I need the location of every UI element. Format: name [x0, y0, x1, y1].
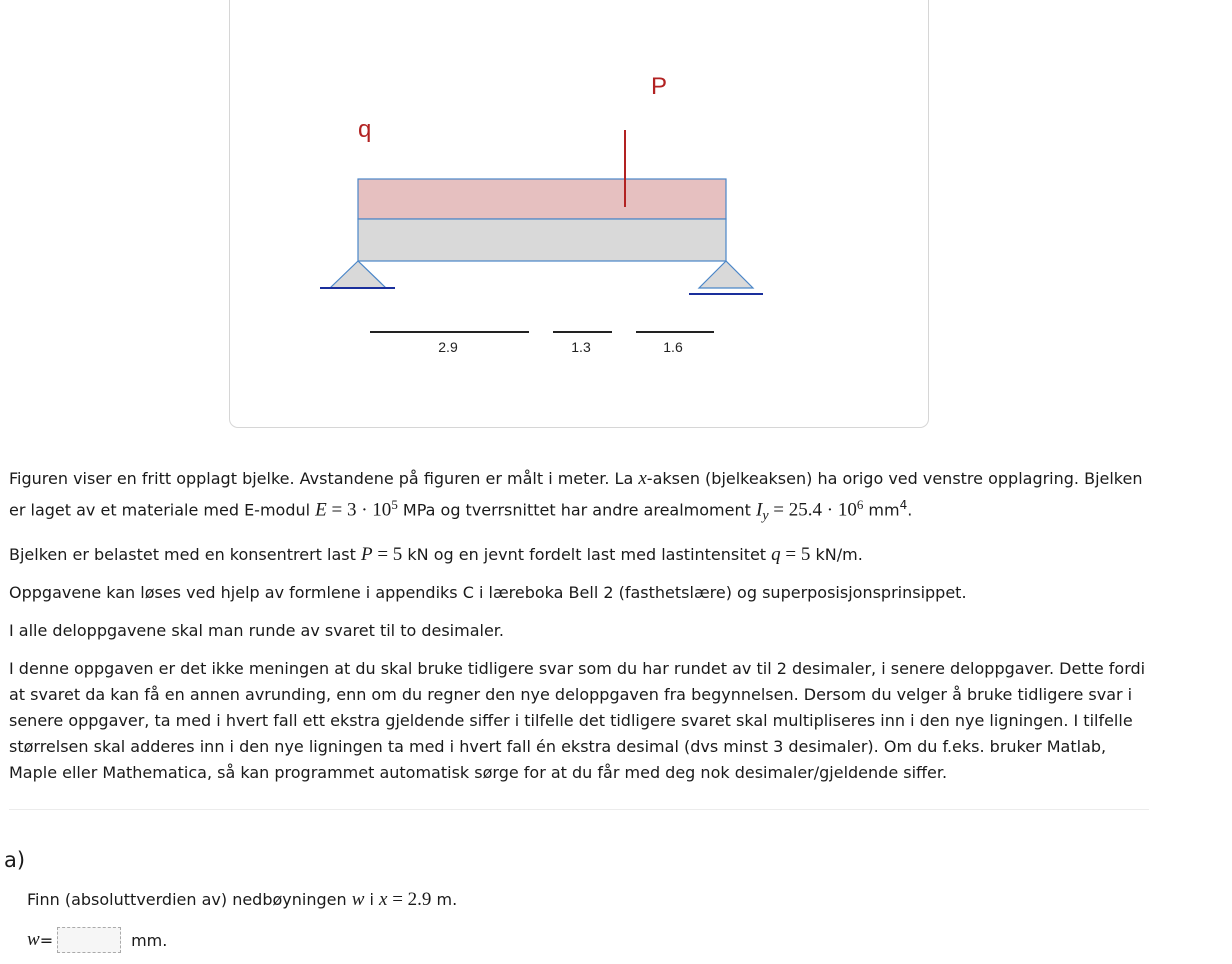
figure-panel — [229, 0, 929, 428]
part-a-label: a) — [4, 848, 26, 872]
distributed-load-block — [358, 179, 726, 219]
part-a-answer-row — [27, 926, 167, 954]
load-p-label: P — [651, 73, 668, 100]
left-support — [330, 261, 386, 288]
answer-unit: mm. — [131, 930, 168, 950]
beam-diagram — [230, 0, 928, 427]
beam — [358, 219, 726, 261]
intro-paragraph-1: Figuren viser en fritt opplagt bjelke. Avstandene på figuren er målt i meter. La x-aksen (bjelkeaksen) ha origo ved venstre opplagring. Bjelken er laget av et materiale med E-modul $E = 3 \cdot 10^5$ MPa og tverrsnittet har andre arealmoment $I_y = 25.4 \cdot 10^6$ $mm^4$. — [9, 468, 1143, 524]
section-divider — [9, 809, 1149, 810]
problem-description — [9, 466, 1149, 798]
dimension-label-3: 1.6 — [663, 339, 683, 355]
intro-paragraph-5: I denne oppgaven er det ikke meningen at du skal bruke tidligere svar som du har rundet av til 2 desimaler, i senere deloppgaver. Dette fordi at svaret da kan få en annen avrunding, enn om du regner den nye deloppgaven fra begynnelsen. Dersom du velger å bruke tidligere svar i senere oppgaver, ta med i hvert fall ett ekstra gjeldende siffer i tilfelle det tidligere svaret skal multipliseres inn i den nye ligningen. I tilfelle størrelsen skal adderes inn i den nye ligningen ta med i hvert fall én ekstra desimal (dvs minst 3 desimaler). Om du f.eks. bruker Matlab, Maple eller Mathematica, så kan programmet automatisk sørge for at du får med deg nok desimaler/gjeldende siffer. — [9, 658, 1146, 782]
intro-paragraph-2: Bjelken er belastet med en konsentrert last P = 5 kN og en jevnt fordelt last med lastintensitet q = 5 kN/m. — [9, 543, 863, 565]
intro-paragraph-3: Oppgavene kan løses ved hjelp av formlene i appendiks C i læreboka Bell 2 (fasthetslære) og superposisjonsprinsippet. — [9, 582, 967, 602]
answer-symbol: w — [27, 929, 40, 950]
part-a-question: Finn (absoluttverdien av) nedbøyningen w i x = 2.9 m. — [27, 889, 458, 910]
answer-equals: = — [39, 930, 54, 950]
intro-paragraph-4: I alle deloppgavene skal man runde av svaret til to desimaler. — [9, 620, 504, 640]
dimension-label-1: 2.9 — [438, 339, 458, 355]
dimension-label-2: 1.3 — [571, 339, 591, 355]
right-support — [699, 261, 753, 288]
answer-input[interactable] — [57, 927, 121, 953]
load-q-label: q — [358, 116, 372, 143]
